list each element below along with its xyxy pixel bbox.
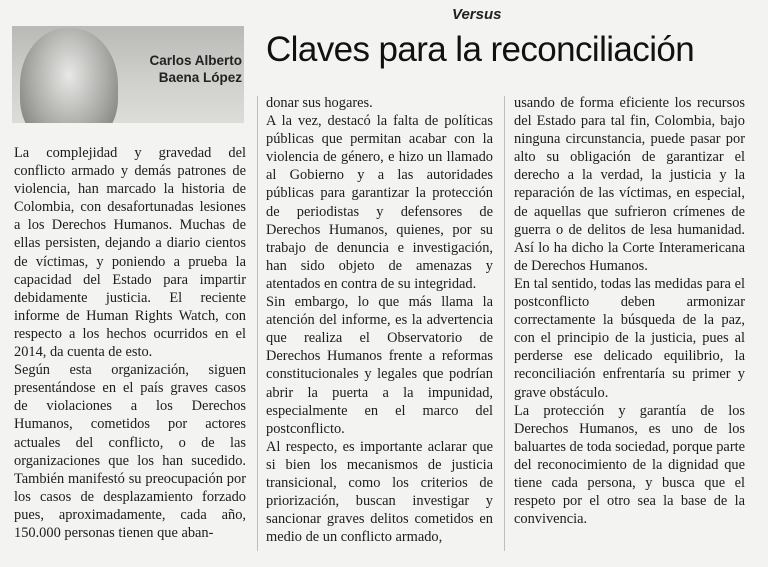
article-column-3 <box>514 94 745 528</box>
section-label: Versus <box>452 6 502 23</box>
author-byline <box>118 52 246 86</box>
paragraph: La complejidad y gravedad del conflicto armado y demás patrones de violencia, han marcado la historia de Colombia, con desafortunadas lesiones a los Derechos Humanos. Muchas de ellas persisten, dejando a diario cientos de víctimas, y poniendo a prueba la capacidad del Estado para impartir debidamente justicia. El reciente informe de Human Rights Watch, con respecto a los hechos ocurridos en el 2014, da cuenta de esto. <box>14 145 246 361</box>
author-portrait <box>20 28 118 123</box>
paragraph: A la vez, destacó la falta de políticas públicas que permitan acabar con la violencia de género, e hizo un llamado al Gobierno y a las autoridades públicas para garantizar la protección de periodistas y defensores de Derechos Humanos, quienes, por su trabajo de denuncia e investigación, han sido objeto de amenazas y atentados en contra de su integridad. <box>266 113 493 292</box>
author-name-line2: Baena López <box>158 70 242 85</box>
author-name-line1: Carlos Alberto <box>149 53 242 68</box>
paragraph: La protección y garantía de los Derechos Humanos, es uno de los baluartes de toda sociedad, porque parte del reconocimiento de la dignidad que tiene cada persona, y busca que el respeto por el otro sea la base de la convivencia. <box>514 402 745 528</box>
headline: Claves para la reconciliación <box>266 30 695 69</box>
paragraph: Al respecto, es importante aclarar que si bien los mecanismos de justicia transicional, como los criterios de priorización, buscan investigar y sancionar graves delitos cometidos en medio de un conflicto armado, <box>266 438 493 546</box>
paragraph: usando de forma eficiente los recursos del Estado para tal fin, Colombia, bajo ninguna circunstancia, puede pasar por alto su obligación de garantizar el derecho a la verdad, la justicia y la reparación de las víctimas, en especial, de aquellas que sufrieron crímenes de guerra o de delitos de lesa humanidad. Así lo ha dicho la Corte Interamericana de Derechos Humanos. <box>514 95 745 274</box>
article-column-1 <box>14 144 246 542</box>
column-rule <box>257 96 258 551</box>
paragraph: Sin embargo, lo que más llama la atención del informe, es la advertencia que realiza el Observatorio de Derechos Humanos frente a reformas constitucionales y legales que podrían abrir la puerta a la impunidad, especialmente en el marco del postconflicto. <box>266 294 493 437</box>
paragraph: Según esta organización, siguen presentándose en el país graves casos de violaciones a los Derechos Humanos, cometidos por actores actuales del conflicto, o de las organizaciones que los han sucedido. También manifestó su preocupación por los casos de desplazamiento forzado pues, aproximadamente, cada año, 150.000 personas tienen que aban- <box>14 362 246 541</box>
paragraph: donar sus hogares. <box>266 95 373 111</box>
column-rule <box>504 96 505 551</box>
paragraph: En tal sentido, todas las medidas para el postconflicto deben armonizar correctamente la búsqueda de la paz, con el principio de la justicia, pues al perderse ese delicado equilibrio, la reconciliación enfrentaría su primer y grave obstáculo. <box>514 275 745 401</box>
article-column-2 <box>266 94 493 546</box>
